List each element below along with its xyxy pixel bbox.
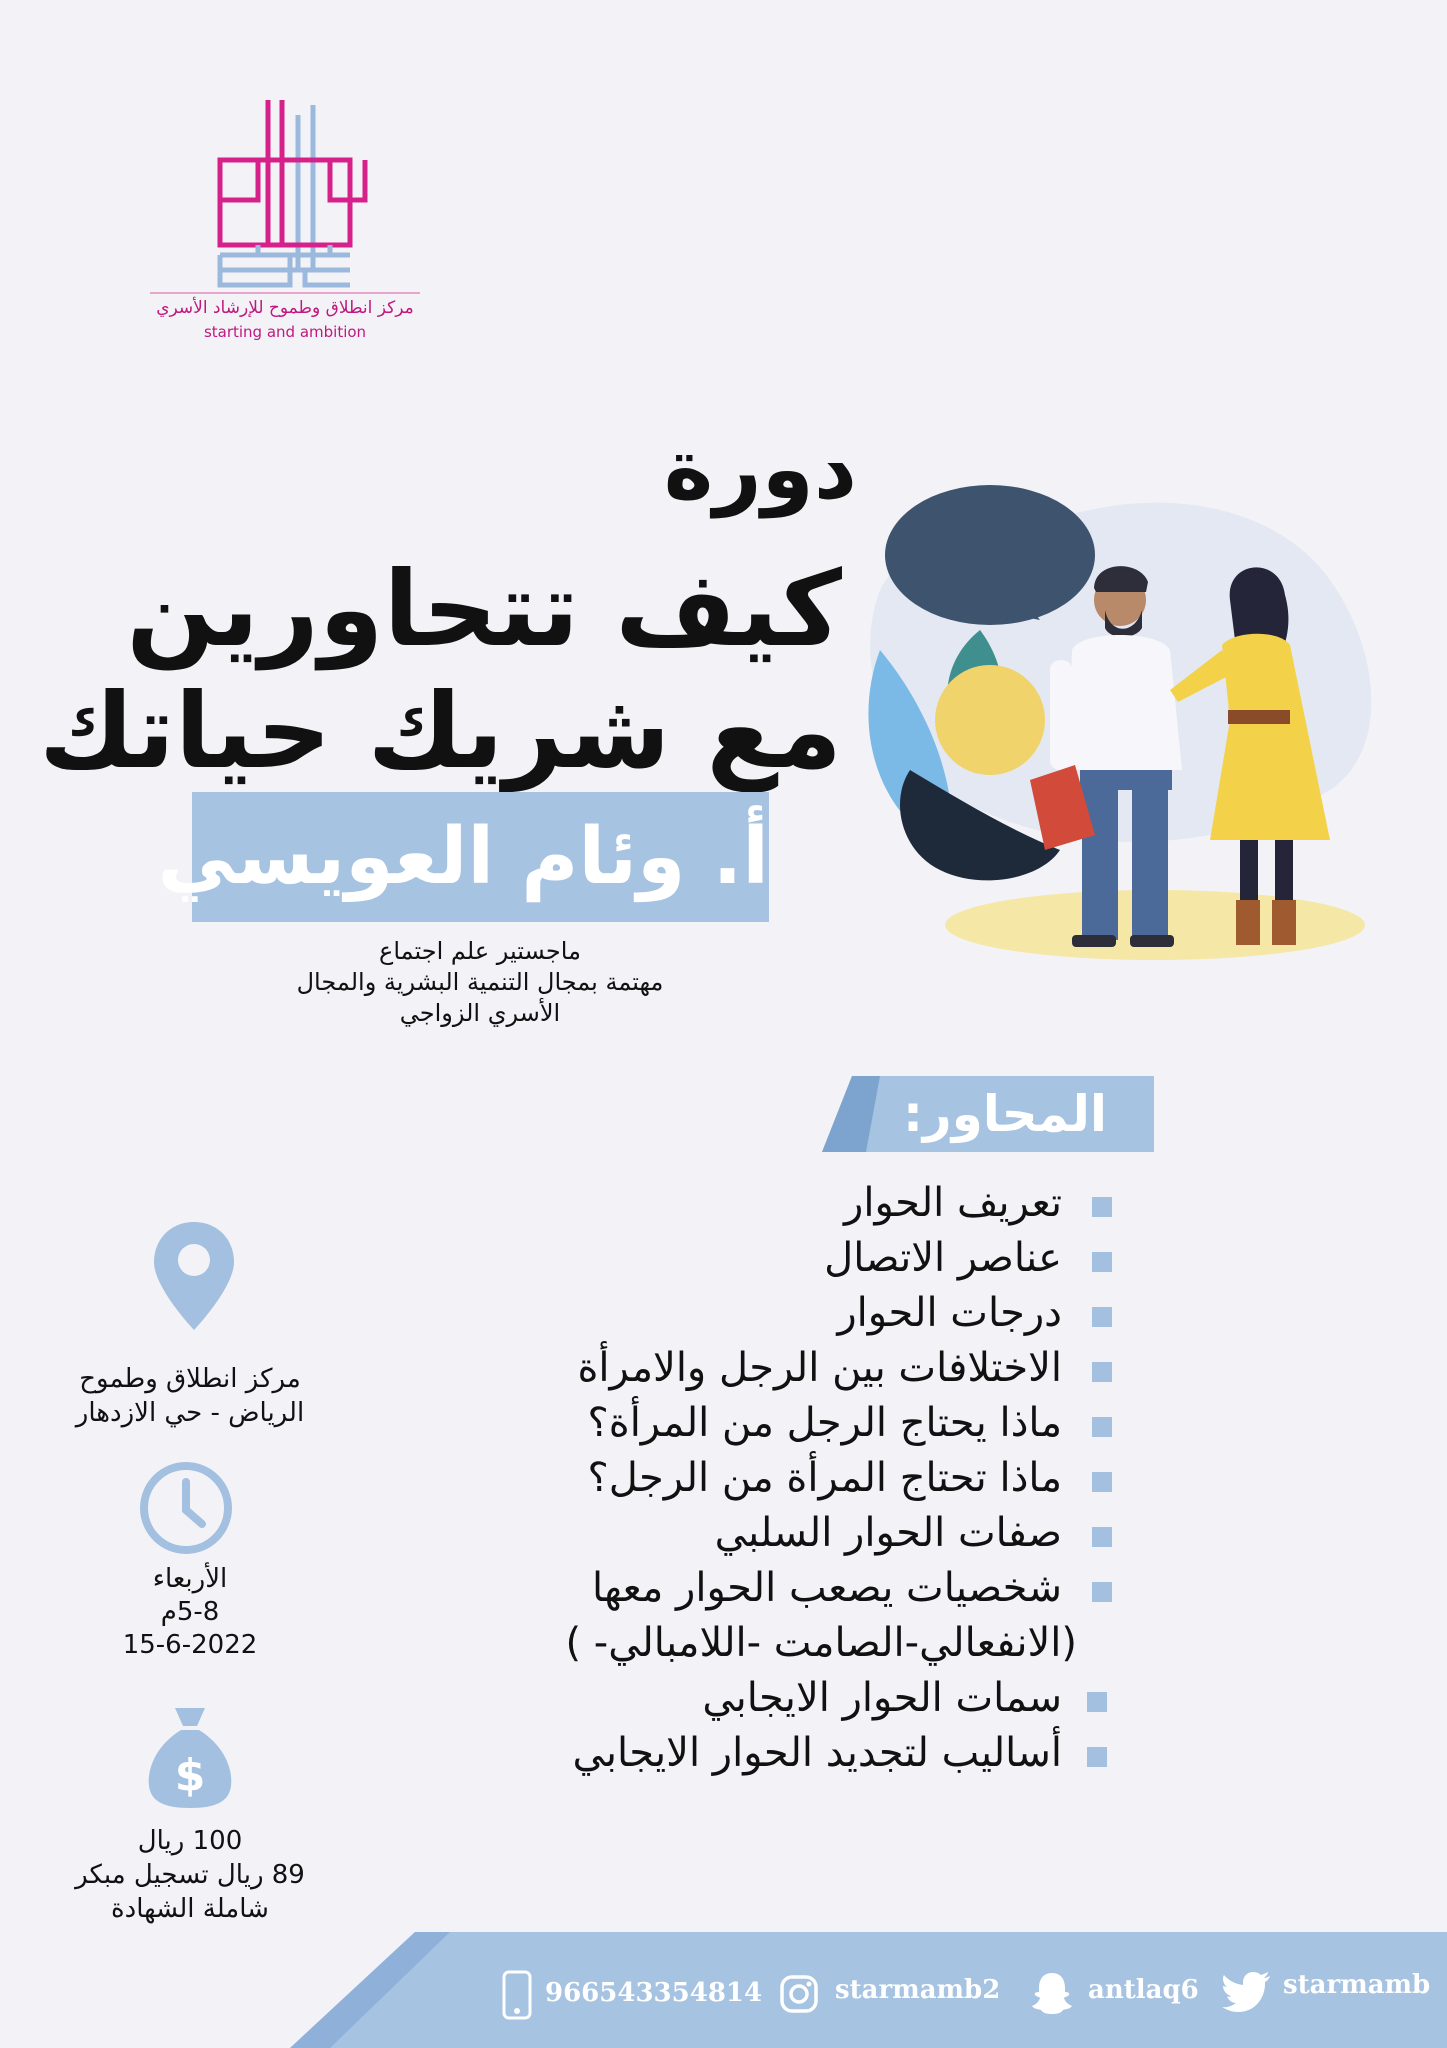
logo-divider xyxy=(150,292,420,294)
bullet-icon xyxy=(1092,1527,1112,1547)
footer-instagram[interactable]: starmamb2 xyxy=(835,1975,1001,2005)
money-bag-icon xyxy=(145,1700,235,1810)
location-line: الرياض - حي الازدهار xyxy=(75,1398,305,1428)
topics-heading: المحاور: xyxy=(902,1085,1108,1143)
presenter-name: أ. وئام العويسي xyxy=(157,812,769,902)
price-early: 89 ريال تسجيل مبكر xyxy=(75,1860,305,1890)
bullet-icon xyxy=(1092,1417,1112,1437)
footer-phone[interactable]: 966543354814 xyxy=(545,1978,763,2008)
course-kicker: دورة xyxy=(663,420,857,518)
topic-item: تعريف الحوار xyxy=(844,1180,1062,1226)
logo-arabic-caption: مركز انطلاق وطموح للإرشاد الأسري xyxy=(156,298,414,318)
time-date: 15-6-2022 xyxy=(122,1630,258,1660)
bullet-icon xyxy=(1092,1472,1112,1492)
topic-item: الاختلافات بين الرجل والامرأة xyxy=(577,1345,1062,1391)
course-title-line2: مع شريك حياتك xyxy=(38,670,842,792)
bullet-icon xyxy=(1087,1747,1107,1767)
presenter-credential: ماجستير علم اجتماع xyxy=(379,937,581,965)
time-hours: 5-8م xyxy=(160,1597,220,1627)
bullet-icon xyxy=(1092,1252,1112,1272)
topic-item: صفات الحوار السلبي xyxy=(714,1510,1062,1556)
bullet-icon xyxy=(1092,1362,1112,1382)
location-line: مركز انطلاق وطموح xyxy=(79,1364,301,1394)
bullet-icon xyxy=(1092,1307,1112,1327)
presenter-credential: مهتمة بمجال التنمية البشرية والمجال xyxy=(296,968,664,996)
time-day: الأربعاء xyxy=(152,1564,228,1594)
svg-text:$: $ xyxy=(174,1750,206,1801)
topic-item: أساليب لتجديد الحوار الايجابي xyxy=(572,1730,1062,1776)
footer-snapchat[interactable]: antlaq6 xyxy=(1088,1975,1199,2005)
topic-item: سمات الحوار الايجابي xyxy=(702,1675,1062,1721)
snapchat-icon xyxy=(1030,1970,1074,2016)
topic-item-continuation: (الانفعالي-الصامت -اللامبالي- ) xyxy=(565,1620,1077,1666)
bullet-icon xyxy=(1092,1197,1112,1217)
presenter-credential: الأسري الزواجي xyxy=(399,999,561,1027)
twitter-icon xyxy=(1222,1970,1272,2014)
logo-english-caption: starting and ambition xyxy=(203,323,367,341)
instagram-icon xyxy=(780,1975,818,2013)
price-regular: 100 ريال xyxy=(137,1826,243,1856)
location-pin-icon xyxy=(152,1220,236,1332)
clock-icon xyxy=(138,1460,234,1556)
topic-item: ماذا يحتاج الرجل من المرأة؟ xyxy=(587,1400,1062,1446)
phone-icon xyxy=(502,1970,532,2020)
bullet-icon xyxy=(1092,1582,1112,1602)
course-title-line1: كيف تتحاورين xyxy=(126,548,842,670)
speech-bubble-icon xyxy=(885,485,1095,625)
topic-item: عناصر الاتصال xyxy=(824,1235,1062,1281)
price-note: شاملة الشهادة xyxy=(111,1894,269,1924)
couple-illustration xyxy=(810,470,1390,970)
footer-twitter[interactable]: starmamb xyxy=(1283,1970,1431,2000)
topic-item: شخصيات يصعب الحوار معها xyxy=(591,1565,1062,1611)
bullet-icon xyxy=(1087,1692,1107,1712)
topic-item: درجات الحوار xyxy=(837,1290,1062,1336)
topic-item: ماذا تحتاج المرأة من الرجل؟ xyxy=(587,1455,1062,1501)
